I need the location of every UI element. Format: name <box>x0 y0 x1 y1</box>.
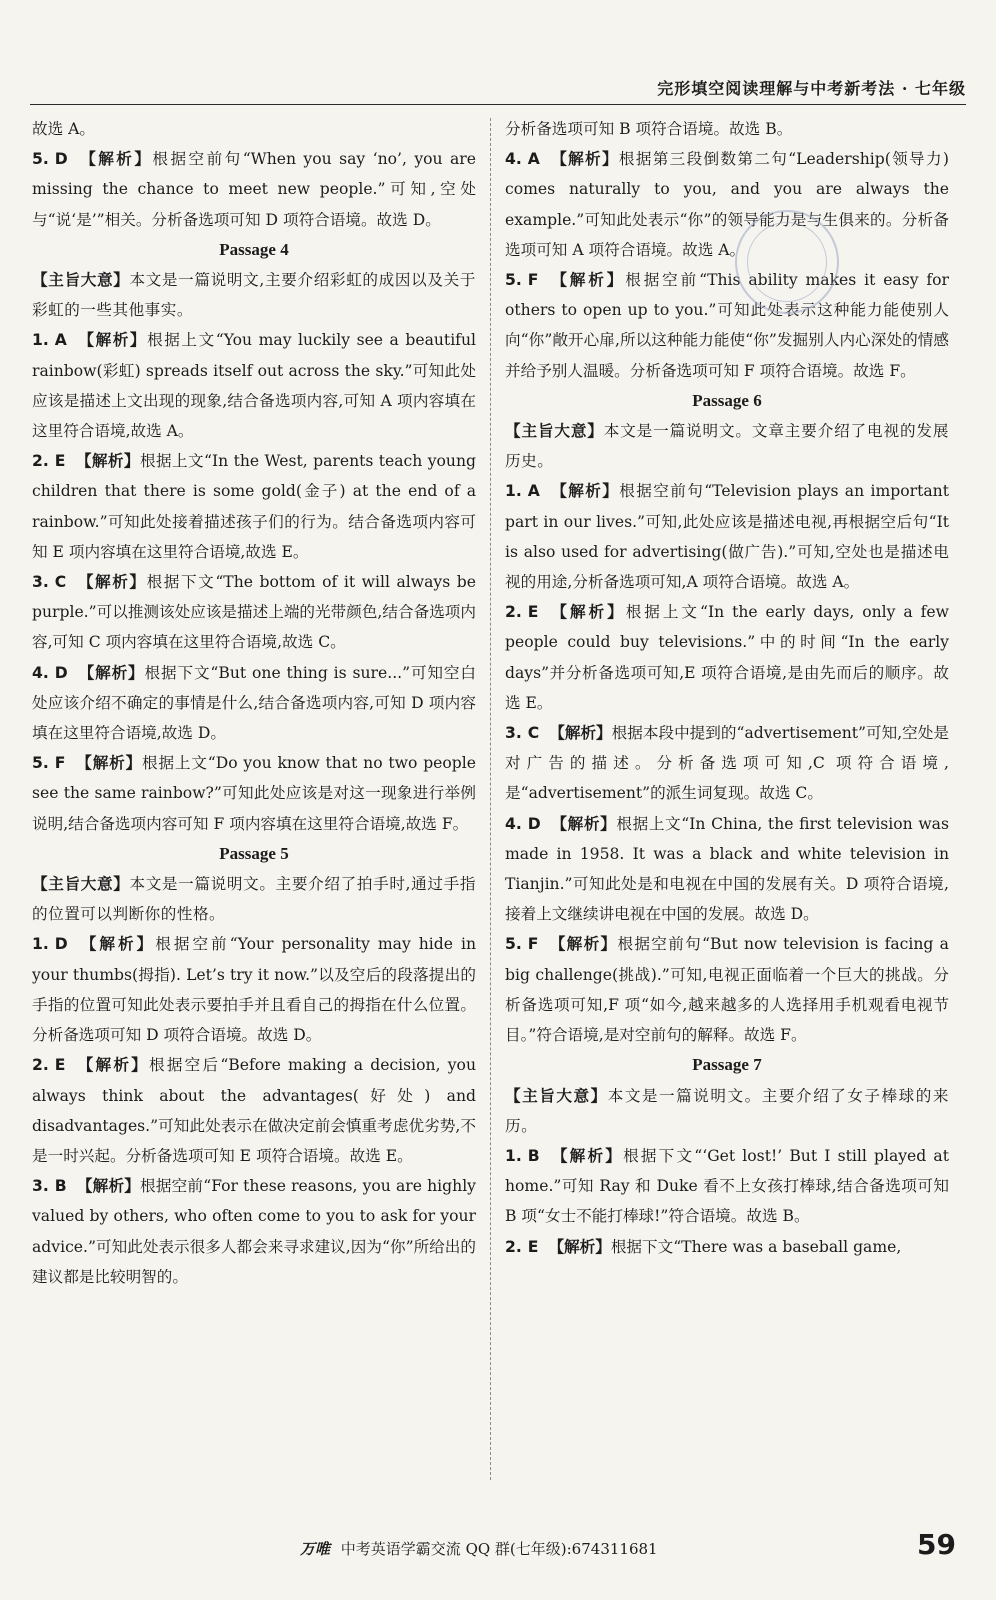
question-number: 3. <box>505 724 522 743</box>
footer-text: 中考英语学霸交流 QQ 群(七年级):674311681 <box>340 1540 658 1558</box>
answer-item <box>505 929 949 1050</box>
analysis-tag: 【解析】 <box>549 481 620 501</box>
analysis-tag: 【解析】 <box>77 149 153 169</box>
answer-item <box>32 325 476 446</box>
analysis-text: 根据空前句“When you say ‘no’, you are missing the chance to meet new people.”可知,空处与“说‘是’”相关。分析备选项可知 D 项符合语境。故选 D。 <box>32 150 476 229</box>
analysis-tag: 【解析】 <box>76 1176 141 1196</box>
answer-letter: F <box>527 935 539 954</box>
analysis-text: 根据下文“There was a baseball game, <box>610 1237 902 1256</box>
answer-item <box>505 144 949 265</box>
analysis-tag: 【解析】 <box>549 1145 624 1165</box>
answer-item <box>505 265 949 386</box>
question-number: 5. <box>32 150 49 169</box>
analysis-text: 根据空前“Your personality may hide in your thumbs(拇指). Let’s try it now.”以及空后的段落提出的手指的位置可知此处表示要拍手并且看自己的拇指在什么位置。分析备选项可知 D 项符合语境。故选 D。 <box>32 935 476 1045</box>
question-number: 2. <box>505 603 522 622</box>
question-number: 1. <box>32 935 49 954</box>
analysis-text: 根据空前“For these reasons, you are highly valued by others, who often come to you to ask for your advice.”可知此处表示很多人都会来寻求建议,因为“你”所给出的建议都是比较明智的。 <box>32 1177 476 1286</box>
answer-item <box>32 446 476 567</box>
analysis-tag: 【解析】 <box>75 451 140 471</box>
analysis-tag: 【解析】 <box>77 662 145 682</box>
question-number: 3. <box>32 573 49 592</box>
answer-letter: D <box>527 814 541 833</box>
answer-letter: F <box>54 754 66 773</box>
main-idea-text: 本文是一篇说明文。文章主要介绍了电视的发展历史。 <box>505 422 949 471</box>
header-title: 完形填空阅读理解与中考新考法 · 七年级 <box>657 79 966 98</box>
passage-heading: Passage 4 <box>219 239 289 259</box>
analysis-text: 根据下文“‘Get lost!’ But I still played at home.”可知 Ray 和 Duke 看不上女孩打棒球,结合备选项可知 B 项“女士不能打棒球!”符合语境。故选 B。 <box>505 1146 949 1226</box>
main-idea-text: 本文是一篇说明文。主要介绍了拍手时,通过手指的位置可以判断你的性格。 <box>32 875 476 924</box>
analysis-text: 根据上文“In the early days, only a few people could buy televisions.”中的时间“In the early days”并分析备选项可知,E 项符合语境,是由先而后的顺序。故选 E。 <box>505 603 949 712</box>
page-number: 59 <box>917 1528 956 1561</box>
right-column <box>505 114 949 1262</box>
answer-letter: E <box>54 452 66 471</box>
analysis-tag: 【解析】 <box>76 572 147 592</box>
continuation-text: 故选 A。 <box>32 120 95 138</box>
continuation-text: 分析备选项可知 B 项符合语境。故选 B。 <box>505 120 793 138</box>
answer-letter: C <box>54 573 67 592</box>
stamp-mark <box>735 210 839 314</box>
answer-letter: B <box>527 1146 540 1165</box>
passage-heading: Passage 5 <box>219 843 289 863</box>
main-idea <box>505 1081 949 1141</box>
analysis-text: 根据上文“Do you know that no two people see the same rainbow?”可知此处应该是对这一现象进行举例说明,结合备选项内容可知 F 项内容填在这里符合语境,故选 F。 <box>32 754 476 833</box>
question-number: 5. <box>505 271 522 290</box>
question-number: 3. <box>32 1177 49 1196</box>
answer-item <box>505 1141 949 1232</box>
main-idea <box>32 869 476 929</box>
answer-letter: D <box>54 150 68 169</box>
analysis-tag: 【解析】 <box>550 813 617 833</box>
analysis-tag: 【解析】 <box>548 934 618 954</box>
answer-item <box>32 567 476 658</box>
main-idea <box>505 416 949 476</box>
main-idea <box>32 265 476 325</box>
question-number: 2. <box>32 452 49 471</box>
question-number: 4. <box>32 663 49 682</box>
analysis-tag: 【解析】 <box>76 330 148 350</box>
main-idea-label: 【主旨大意】 <box>32 270 130 290</box>
analysis-tag: 【解析】 <box>75 1055 149 1075</box>
answer-item <box>505 476 949 597</box>
answer-letter: E <box>527 1237 539 1256</box>
answer-item <box>32 1171 476 1292</box>
answer-letter: B <box>54 1177 67 1196</box>
answer-item <box>505 718 949 809</box>
answer-item <box>32 1050 476 1171</box>
answer-letter: E <box>54 1056 66 1075</box>
analysis-text: 根据上文“In China, the first television was made in 1958. It was a black and white television in Tianjin.”可知此处是和电视在中国的发展有关。D 项符合语境,接着上文继续讲电视在中国的发展。故选 D。 <box>505 814 949 924</box>
answer-item <box>505 1232 949 1262</box>
question-number: 1. <box>505 482 522 501</box>
column-divider <box>490 118 491 1480</box>
footer <box>300 1538 658 1559</box>
header-rule <box>30 104 966 105</box>
analysis-text: 根据空后“Before making a decision, you always think about the advantages(好处) and disadvantages.”可知此处表示在做决定前会慎重考虑优劣势,不是一时兴起。分析备选项可知 E 项符合语境。故选 E。 <box>32 1056 476 1165</box>
answer-item <box>32 748 476 839</box>
answer-letter: D <box>54 935 68 954</box>
analysis-tag: 【解析】 <box>548 270 626 290</box>
question-number: 5. <box>32 754 49 773</box>
left-column <box>32 114 476 1292</box>
analysis-text: 根据下文“The bottom of it will always be purple.”可以推测该处应该是描述上端的光带颜色,结合备选项内容,可知 C 项内容填在这里符合语境,故选 C。 <box>32 573 476 652</box>
answer-letter: F <box>527 271 539 290</box>
analysis-text: 根据空前句“But now television is facing a big challenge(挑战).”可知,电视正面临着一个巨大的挑战。分析备选项可知,F 项“如今,越来越多的人选择用手机观看电视节目。”符合语境,是对空前句的解释。故选 F。 <box>505 935 949 1045</box>
analysis-text: 根据空前句“Television plays an important part in our lives.”可知,此处应该是描述电视,再根据空后句“It is also used for advertising(做广告).”可知,空处也是描述电视的用途,分析备选项可知,A 项符合语境。故选 A。 <box>505 482 949 592</box>
analysis-text: 根据上文“In the West, parents teach young children that there is some gold(金子) at the end of a rainbow.”可知此处接着描述孩子们的行为。结合备选项内容可知 E 项内容填在这里符合语境,故选 E。 <box>32 452 476 561</box>
answer-letter: A <box>527 150 540 169</box>
answer-letter: D <box>54 663 68 682</box>
answer-item <box>32 929 476 1050</box>
footer-brand: 万唯 <box>300 1540 331 1558</box>
question-number: 4. <box>505 150 522 169</box>
main-idea-text: 本文是一篇说明文,主要介绍彩虹的成因以及关于彩虹的一些其他事实。 <box>32 271 476 320</box>
analysis-tag: 【解析】 <box>549 149 619 169</box>
analysis-text: 根据空前“This ability makes it easy for others to open up to you.”可知此处表示这种能力能使别人向“你”敞开心扉,所以这种能力能使“你”发掘别人内心深处的情感并给予别人温暖。分析备选项可知 F 项符合语境。故选 F。 <box>505 271 949 380</box>
main-idea-text: 本文是一篇说明文。主要介绍了女子棒球的来历。 <box>505 1086 949 1135</box>
question-number: 4. <box>505 814 522 833</box>
question-number: 1. <box>505 1146 522 1165</box>
analysis-text: 根据第三段倒数第二句“Leadership(领导力) comes naturally to you, and you are always the example.”可知此处表示“你”的领导能力是与生俱来的。分析备选项可知 A 项符合语境。故选 A。 <box>505 150 949 259</box>
answer-letter: E <box>527 603 539 622</box>
answer-letter: C <box>527 724 540 743</box>
answer-item <box>505 809 949 930</box>
passage-heading: Passage 7 <box>692 1055 762 1075</box>
analysis-tag: 【解析】 <box>75 753 143 773</box>
main-idea-label: 【主旨大意】 <box>505 1085 608 1105</box>
passage-heading: Passage 6 <box>692 390 762 410</box>
answer-letter: A <box>527 482 540 501</box>
answer-item <box>505 597 949 718</box>
answer-item <box>32 144 476 235</box>
question-number: 1. <box>32 331 49 350</box>
analysis-text: 根据本段中提到的“advertisement”可知,空处是对广告的描述。分析备选项可知,C 项符合语境,是“advertisement”的派生词复现。故选 C。 <box>505 724 949 803</box>
analysis-text: 根据上文“You may luckily see a beautiful rainbow(彩虹) spreads itself out across the sky.”可知此处应该是描述上文出现的现象,结合备选项内容,可知 A 项内容填在这里符合语境,故选 A。 <box>32 331 476 441</box>
answer-item <box>32 658 476 749</box>
answer-letter: A <box>54 331 67 350</box>
analysis-tag: 【解析】 <box>548 1236 611 1256</box>
analysis-text: 根据下文“But one thing is sure...”可知空白处应该介绍不确定的事情是什么,结合备选项内容,可知 D 项内容填在这里符合语境,故选 D。 <box>32 663 476 743</box>
question-number: 2. <box>32 1056 49 1075</box>
main-idea-label: 【主旨大意】 <box>505 421 604 441</box>
analysis-tag: 【解析】 <box>77 934 156 954</box>
analysis-tag: 【解析】 <box>549 723 612 743</box>
main-idea-label: 【主旨大意】 <box>32 874 130 894</box>
question-number: 5. <box>505 935 522 954</box>
analysis-tag: 【解析】 <box>548 602 626 622</box>
question-number: 2. <box>505 1237 522 1256</box>
